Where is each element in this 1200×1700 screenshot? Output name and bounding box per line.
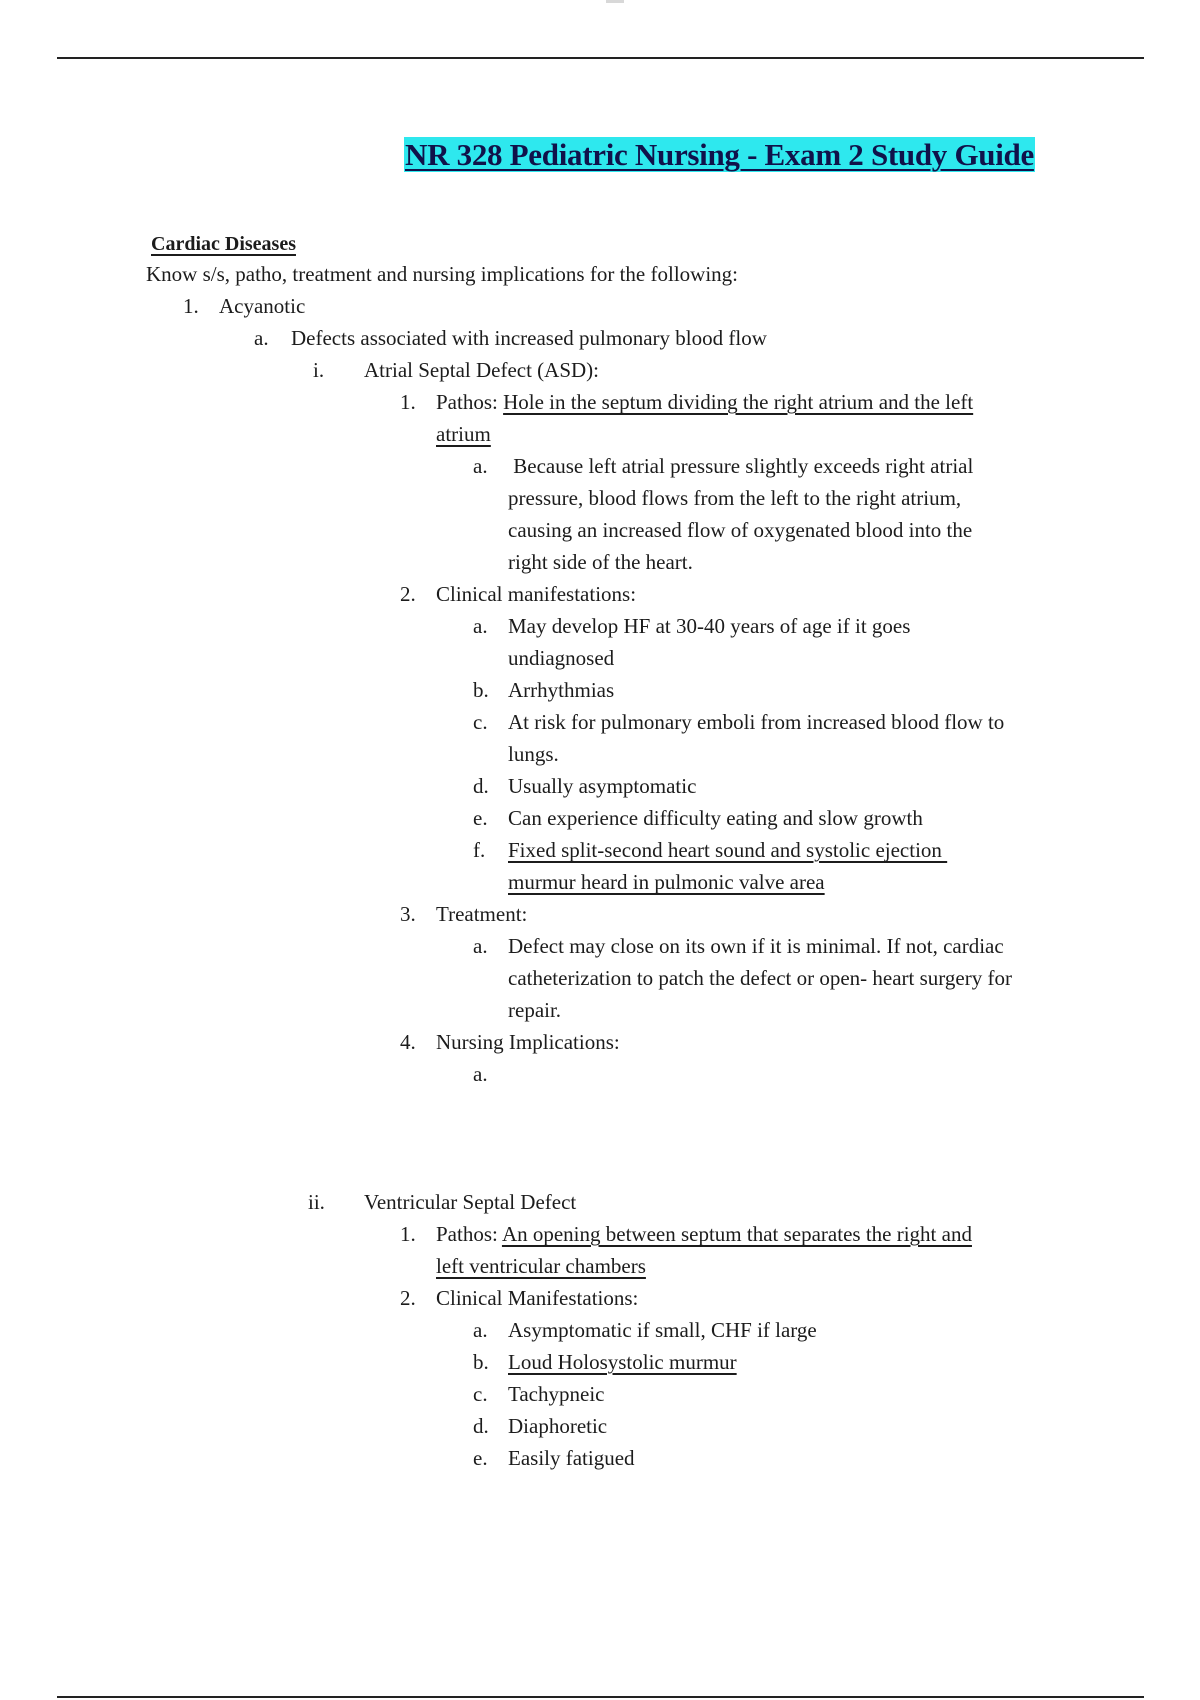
vsd-patho-label: Pathos: xyxy=(436,1222,502,1246)
asd-patho-text: Hole in the septum dividing the right atrium and the left xyxy=(503,390,974,414)
vsd-patho-text: An opening between septum that separates the right and xyxy=(501,1222,972,1246)
asd-treatment-text: Defect may close on its own if it is minimal. If not, cardiac xyxy=(508,934,1004,958)
outline-acyanotic: Acyanotic xyxy=(219,294,306,318)
list-marker: b. xyxy=(473,1350,489,1374)
list-marker: ii. xyxy=(308,1190,325,1214)
asd-title: Atrial Septal Defect (ASD): xyxy=(364,358,600,382)
list-marker: a. xyxy=(254,326,269,350)
list-marker: 4. xyxy=(400,1030,416,1054)
asd-patho-detail: pressure, blood flows from the left to the right atrium, xyxy=(508,486,962,510)
footer-rule xyxy=(57,1696,1144,1698)
outline-increased-flow: Defects associated with increased pulmonary blood flow xyxy=(291,326,767,350)
vsd-patho xyxy=(436,1218,972,1250)
asd-patho-label: Pathos: xyxy=(436,390,504,414)
list-marker: 1. xyxy=(400,1222,416,1246)
list-marker: 2. xyxy=(400,1286,416,1310)
asd-patho-detail: causing an increased flow of oxygenated blood into the xyxy=(508,518,973,542)
list-marker: a. xyxy=(473,1062,488,1086)
list-marker: a. xyxy=(473,454,488,478)
list-marker: i. xyxy=(313,358,325,382)
vsd-title: Ventricular Septal Defect xyxy=(364,1190,577,1214)
vsd-clinical-item: Diaphoretic xyxy=(508,1414,608,1438)
list-marker: c. xyxy=(473,1382,488,1406)
header-rule xyxy=(57,57,1144,59)
list-marker: 1. xyxy=(400,390,416,414)
document-title: NR 328 Pediatric Nursing - Exam 2 Study Guide xyxy=(405,137,1034,172)
list-marker: 3. xyxy=(400,902,416,926)
asd-clinical-item: Fixed split-second heart sound and systolic ejection xyxy=(508,838,948,862)
vsd-clinical-item: Tachypneic xyxy=(508,1382,605,1406)
list-marker: e. xyxy=(473,1446,488,1470)
list-marker: 2. xyxy=(400,582,416,606)
vsd-patho-text-cont: left ventricular chambers xyxy=(436,1254,646,1278)
asd-clinical-item: At risk for pulmonary emboli from increased blood flow to xyxy=(508,710,1005,734)
asd-nursing-label: Nursing Implications: xyxy=(436,1030,620,1054)
asd-clinical-label: Clinical manifestations: xyxy=(436,582,637,606)
asd-clinical-item: Arrhythmias xyxy=(508,678,615,702)
page-top-mark xyxy=(606,0,624,3)
list-marker: c. xyxy=(473,710,488,734)
vsd-clinical-label: Clinical Manifestations: xyxy=(436,1286,639,1310)
vsd-clinical-item: Easily fatigued xyxy=(508,1446,635,1470)
asd-patho xyxy=(436,386,973,418)
list-marker: f. xyxy=(473,838,486,862)
asd-clinical-item: murmur heard in pulmonic valve area xyxy=(508,870,825,894)
intro-text: Know s/s, patho, treatment and nursing implications for the following: xyxy=(146,262,738,286)
list-marker: 1. xyxy=(183,294,199,318)
list-marker: a. xyxy=(473,934,488,958)
asd-clinical-item: Can experience difficulty eating and slow growth xyxy=(508,806,923,830)
asd-patho-detail: right side of the heart. xyxy=(508,550,693,574)
list-marker: a. xyxy=(473,1318,488,1342)
asd-patho-detail: Because left atrial pressure slightly exceeds right atrial xyxy=(508,454,974,478)
asd-clinical-item: May develop HF at 30-40 years of age if it goes xyxy=(508,614,911,638)
list-marker: a. xyxy=(473,614,488,638)
asd-treatment-label: Treatment: xyxy=(436,902,528,926)
asd-clinical-item: undiagnosed xyxy=(508,646,615,670)
vsd-clinical-item: Loud Holosystolic murmur xyxy=(508,1350,737,1374)
asd-clinical-item: Usually asymptomatic xyxy=(508,774,697,798)
asd-clinical-item: lungs. xyxy=(508,742,559,766)
list-marker: d. xyxy=(473,1414,489,1438)
list-marker: b. xyxy=(473,678,489,702)
list-marker: d. xyxy=(473,774,489,798)
list-marker: e. xyxy=(473,806,488,830)
vsd-clinical-item: Asymptomatic if small, CHF if large xyxy=(508,1318,817,1342)
asd-treatment-text: catheterization to patch the defect or open- heart surgery for xyxy=(508,966,1012,990)
asd-patho-text-cont: atrium xyxy=(436,422,491,446)
asd-treatment-text: repair. xyxy=(508,998,562,1022)
section-heading: Cardiac Diseases xyxy=(151,233,296,255)
